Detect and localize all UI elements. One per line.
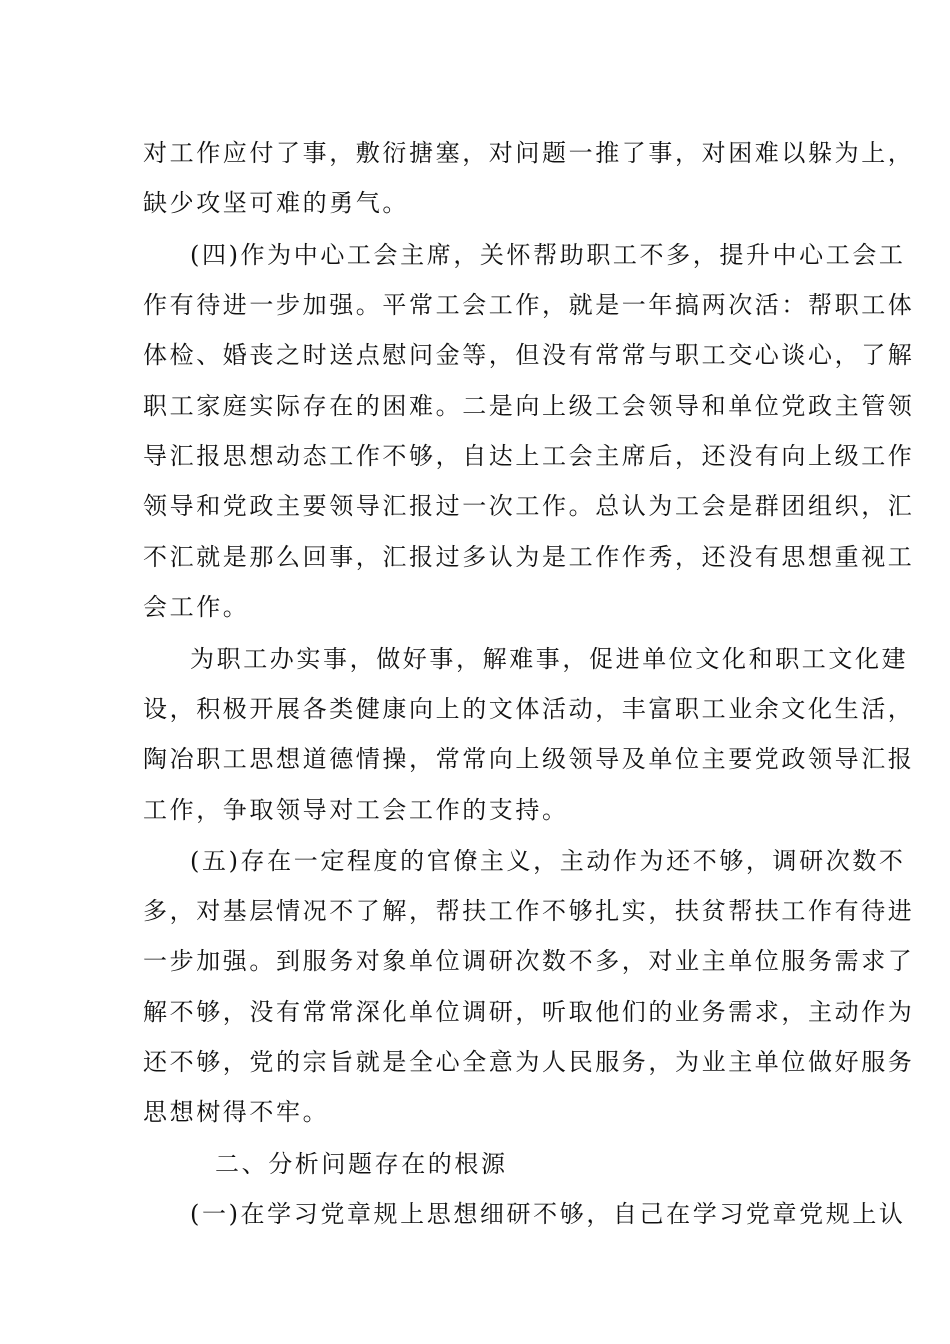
text-line: 思想树得不牢。: [143, 1098, 330, 1126]
text-line: 导汇报思想动态工作不够，自达上工会主席后，还没有向上级工作: [143, 442, 915, 470]
paragraph-start-line: (五)存在一定程度的官僚主义，主动作为还不够，调研次数不: [190, 847, 906, 875]
text-line: 不汇就是那么回事，汇报过多认为是工作作秀，还没有思想重视工: [143, 543, 915, 571]
text-line: 对工作应付了事，敷衍搪塞，对问题一推了事，对困难以躲为上，: [143, 139, 915, 167]
text-line: 设，积极开展各类健康向上的文体活动，丰富职工业余文化生活，: [143, 695, 915, 723]
text-line: 作有待进一步加强。平常工会工作，就是一年搞两次活：帮职工体: [143, 291, 915, 319]
text-line: 职工家庭实际存在的困难。二是向上级工会领导和单位党政主管领: [143, 392, 915, 420]
paragraph-start-line: 为职工办实事，做好事，解难事，促进单位文化和职工文化建: [190, 645, 909, 673]
text-line: 陶冶职工思想道德情操，常常向上级领导及单位主要党政领导汇报: [143, 745, 915, 773]
text-line: 多，对基层情况不了解，帮扶工作不够扎实，扶贫帮扶工作有待进: [143, 897, 915, 925]
text-line: 缺少攻坚可难的勇气。: [143, 189, 409, 217]
paragraph-start-line: (一)在学习党章规上思想细研不够，自己在学习党章党规上认: [190, 1200, 906, 1228]
text-line: 体检、婚丧之时送点慰问金等，但没有常常与职工交心谈心，了解: [143, 341, 915, 369]
text-line: 一步加强。到服务对象单位调研次数不多，对业主单位服务需求了: [143, 947, 915, 975]
paragraph-start-line: (四)作为中心工会主席，关怀帮助职工不多，提升中心工会工: [190, 241, 906, 269]
text-line: 领导和党政主要领导汇报过一次工作。总认为工会是群团组织，汇: [143, 492, 915, 520]
text-line: 会工作。: [143, 593, 250, 621]
text-line: 解不够，没有常常深化单位调研，听取他们的业务需求，主动作为: [143, 998, 915, 1026]
text-line: 还不够，党的宗旨就是全心全意为人民服务，为业主单位做好服务: [143, 1048, 915, 1076]
text-line: 工作，争取领导对工会工作的支持。: [143, 796, 569, 824]
section-heading: 二、分析问题存在的根源: [215, 1150, 508, 1178]
